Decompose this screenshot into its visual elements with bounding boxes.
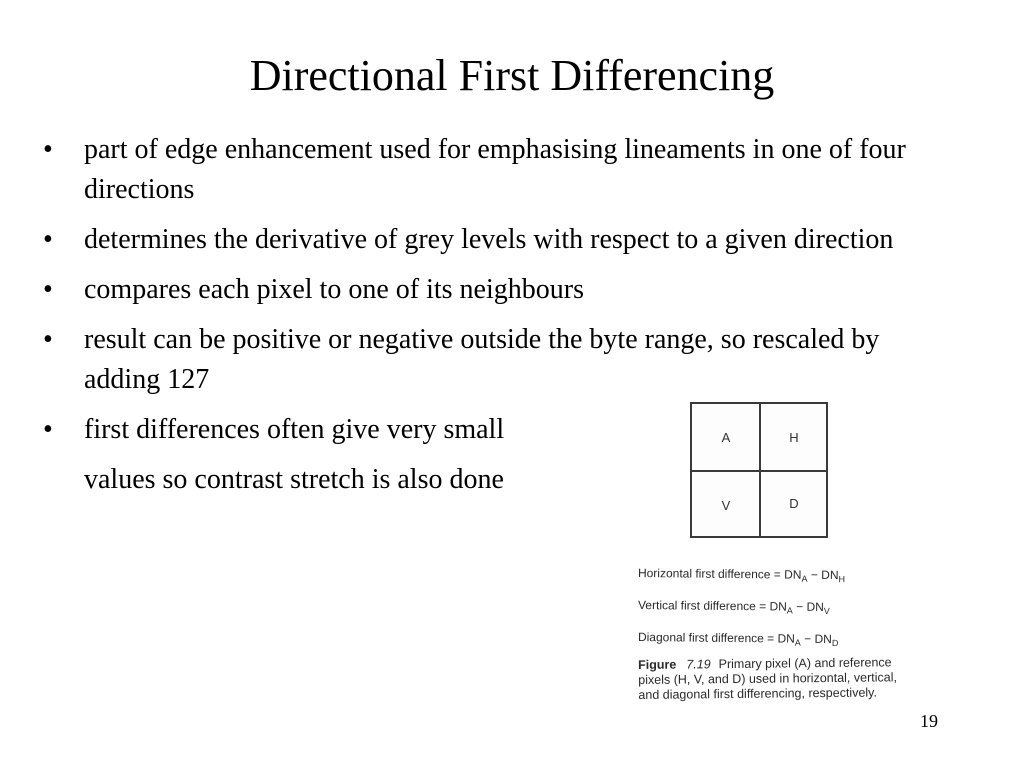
figure-number: 7.19 [686, 657, 711, 672]
grid-cell-a: A [721, 430, 731, 445]
equation-subscript: D [831, 638, 839, 649]
bullet-marker: • [43, 414, 53, 445]
equation-label: Horizontal first difference = DN [637, 566, 802, 582]
page-number: 19 [920, 711, 938, 731]
pixel-grid-figure [690, 402, 828, 538]
bullet-text: compares each pixel to one of its neighbours [84, 274, 584, 305]
figure-caption-text [638, 655, 900, 703]
grid-cell-h: H [789, 430, 799, 445]
equation-subscript: H [838, 574, 846, 585]
bullet-text: determines the derivative of grey levels with respect to a given direction [84, 224, 894, 255]
equation-label: Vertical first difference = DN [637, 598, 787, 614]
equation-subscript: A [794, 637, 801, 648]
equation-vertical [638, 598, 900, 617]
bullet-item-compares [40, 270, 960, 310]
grid-cell-d: D [789, 496, 799, 511]
equation-subscript: A [786, 605, 793, 616]
equation-minus: − DN [800, 631, 832, 647]
equation-horizontal [638, 566, 900, 585]
equation-minus: − DN [792, 599, 824, 614]
figure-caption [638, 566, 900, 703]
grid-divider-horizontal [692, 470, 826, 472]
figure-label: Figure [638, 657, 677, 672]
bullet-text: part of edge enhancement used for emphasising lineaments in one of four directions [84, 134, 906, 205]
grid-cell-v: V [721, 498, 731, 513]
equation-subscript: V [823, 605, 830, 617]
figure-description: Primary pixel (A) and reference pixels (H, V, and D) used in horizontal, vertical, and diagonal first differencing, respectively. [638, 655, 897, 702]
bullet-continuation-text: values so contrast stretch is also done [84, 464, 504, 495]
bullet-item-rescaled [40, 320, 960, 400]
bullet-marker: • [43, 224, 53, 255]
bullet-item-derivative [40, 220, 960, 260]
bullet-item-edge-enhancement [40, 130, 960, 210]
equation-subscript: A [801, 573, 808, 584]
bullet-marker: • [43, 274, 53, 305]
equation-minus: − DN [807, 567, 839, 583]
slide-title: Directional First Differencing [249, 51, 775, 100]
bullet-marker: • [43, 324, 53, 355]
bullet-marker: • [43, 134, 53, 165]
bullet-text: first differences often give very small [84, 414, 505, 445]
equation-label: Diagonal first difference = DN [637, 630, 795, 646]
bullet-text: result can be positive or negative outside the byte range, so rescaled by adding 127 [84, 324, 880, 395]
equation-diagonal [638, 630, 900, 649]
